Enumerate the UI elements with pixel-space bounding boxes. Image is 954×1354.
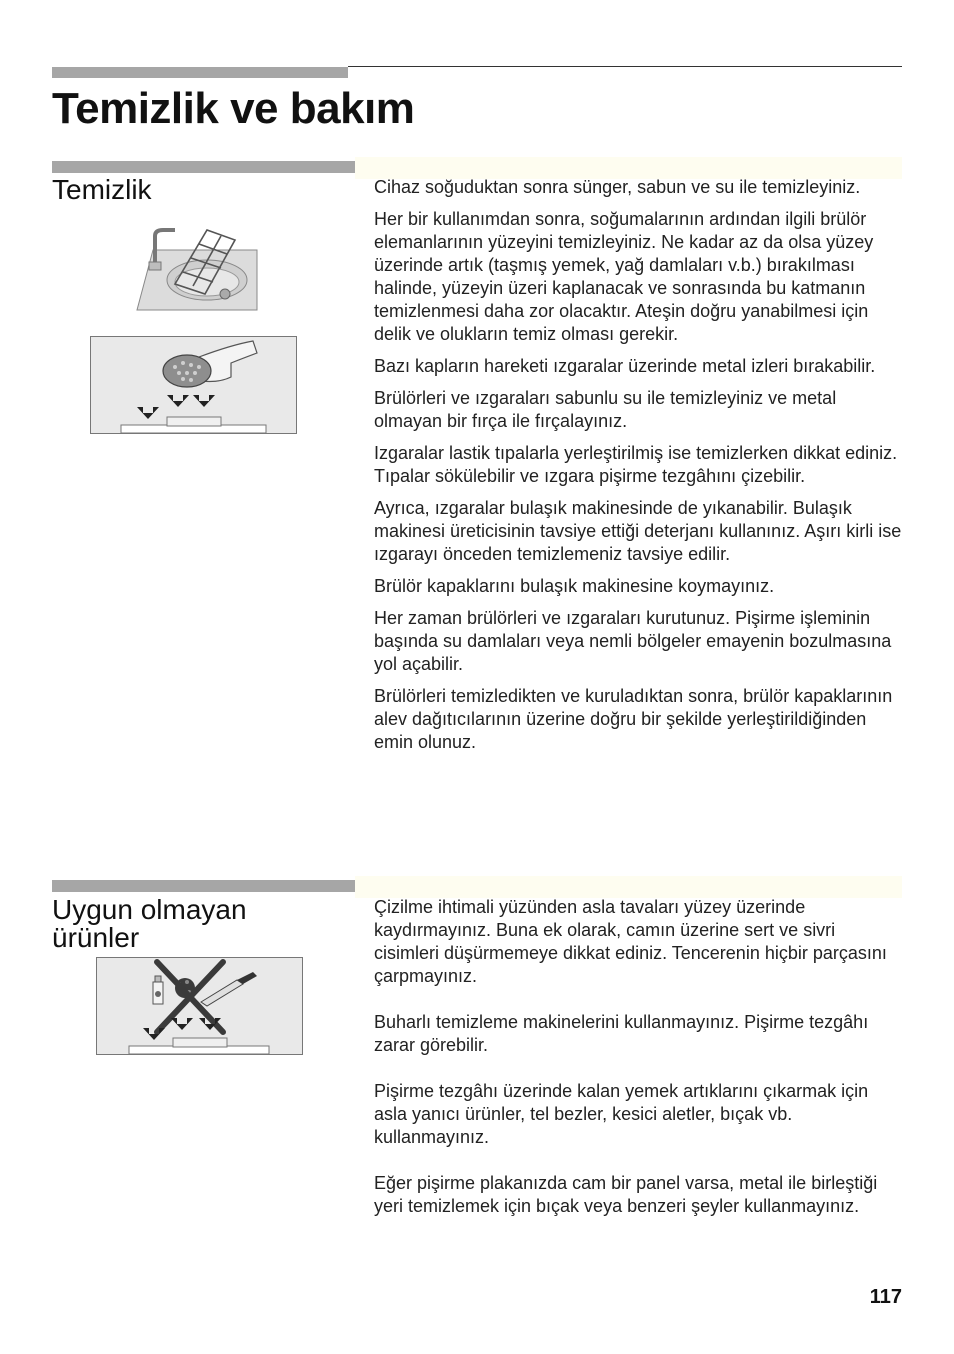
header-rule xyxy=(348,66,902,67)
section-heading-uygun-olmayan xyxy=(52,896,247,952)
page-title: Temizlik ve bakım xyxy=(52,84,415,133)
paragraph: Brülörleri ve ızgaraları sabunlu su ile temizleyiniz ve metal olmayan bir fırça ile fırçalayınız. xyxy=(374,388,837,431)
section-band-uygun-olmayan xyxy=(355,876,902,898)
section-body-temizlik xyxy=(374,176,902,763)
paragraph: Brülörleri temizledikten ve kuruladıktan sonra, brülör kapaklarının alev dağıtıcılarının üzerine doğru bir şekilde yerleştirildiğinden emin olunuz. xyxy=(374,686,893,752)
heading-line: ürünler xyxy=(52,922,140,953)
section-bar-uygun-olmayan xyxy=(52,880,355,892)
section-body-uygun-olmayan xyxy=(374,896,902,1241)
paragraph: Eğer pişirme plakanızda cam bir panel varsa, metal ile birleştiği yeri temizlemek için bıçak veya benzeri şeyler kullanmayınız. xyxy=(374,1173,878,1216)
sponge-hand-icon xyxy=(90,336,297,434)
paragraph: Çizilme ihtimali yüzünden asla tavaları yüzey üzerinde kaydırmayınız. Buna ek olarak, camın üzerine sert ve sivri cisimleri düşürmemeye dikkat ediniz. Tencerenin hiçbir parçasını çarpmayınız. xyxy=(374,897,887,986)
paragraph: Cihaz soğuduktan sonra sünger, sabun ve su ile temizleyiniz. xyxy=(374,177,861,197)
paragraph: Izgaralar lastik tıpalarla yerleştirilmiş ise temizlerken dikkat ediniz. Tıpalar sökülebilir ve ızgara pişirme tezgâhını çizebilir. xyxy=(374,443,898,486)
header-bar xyxy=(52,67,348,78)
forbidden-cleaning-tools-icon xyxy=(96,957,303,1055)
section-bar-temizlik xyxy=(52,161,355,173)
paragraph: Bazı kapların hareketi ızgaralar üzerinde metal izleri bırakabilir. xyxy=(374,356,876,376)
paragraph: Ayrıca, ızgaralar bulaşık makinesinde de yıkanabilir. Bulaşık makinesi üreticisinin tavsiye ettiği deterjanı kullanınız. Aşırı kirli ise ızgarayı önceden temizlemeniz tavsiye edilir. xyxy=(374,498,902,564)
paragraph: Her bir kullanımdan sonra, soğumalarının ardından ilgili brülör elemanlarının yüzeyini temizleyiniz. Ne kadar az da olsa yüzey üzerinde artık (taşmış yemek, yağ damlaları v.b.) bırakılması halinde, yüzeyin üzeri kaplanacak ve sonrasında bu katmanın temizlenmesi daha zor olacaktır. Ateşin doğru yanabilmesi için delik ve olukların temiz olması gerekir. xyxy=(374,209,874,344)
paragraph: Her zaman brülörleri ve ızgaraları kurutunuz. Pişirme işleminin başında su damlaları veya nemli bölgeler emayenin bozulmasına yol açabilir. xyxy=(374,608,892,674)
paragraph: Brülör kapaklarını bulaşık makinesine koymayınız. xyxy=(374,576,775,596)
page-number: 117 xyxy=(869,1286,902,1308)
down-arrow-icon xyxy=(137,395,215,419)
section-heading-temizlik: Temizlik xyxy=(52,174,152,205)
paragraph: Buharlı temizleme makinelerini kullanmayınız. Pişirme tezgâhı zarar görebilir. xyxy=(374,1012,869,1055)
sink-grate-icon xyxy=(135,222,265,314)
paragraph: Pişirme tezgâhı üzerinde kalan yemek artıklarını çıkarmak için asla yanıcı ürünler, tel bezler, kesici aletler, bıçak vb. kullanmayınız. xyxy=(374,1081,869,1147)
heading-line: Uygun olmayan xyxy=(52,894,247,925)
